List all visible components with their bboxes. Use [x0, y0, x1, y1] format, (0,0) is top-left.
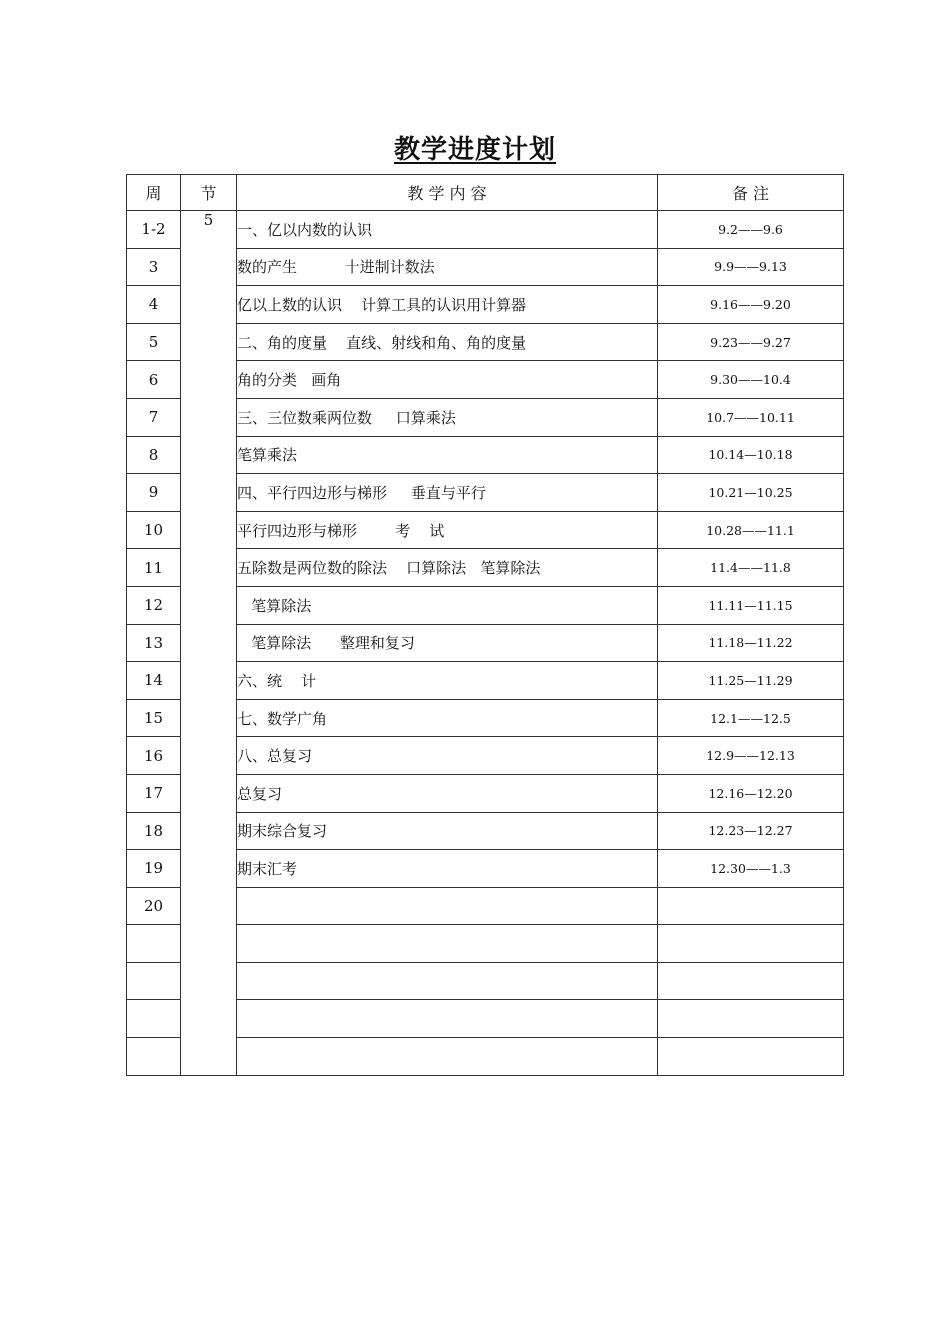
week-cell: 16 [127, 737, 181, 775]
note-cell: 12.9——12.13 [658, 737, 844, 775]
note-cell [658, 887, 844, 925]
table-row [127, 211, 844, 249]
note-cell: 12.16—12.20 [658, 774, 844, 812]
content-cell: 笔算乘法 [237, 436, 658, 474]
note-cell: 10.14—10.18 [658, 436, 844, 474]
note-cell: 11.25—11.29 [658, 662, 844, 700]
week-cell: 12 [127, 586, 181, 624]
note-cell: 12.23—12.27 [658, 812, 844, 850]
note-cell: 12.1——12.5 [658, 699, 844, 737]
content-cell [237, 887, 658, 925]
week-cell: 6 [127, 361, 181, 399]
note-cell [658, 925, 844, 963]
content-cell: 四、平行四边形与梯形 垂直与平行 [237, 474, 658, 512]
note-cell: 10.7——10.11 [658, 398, 844, 436]
content-cell: 平行四边形与梯形 考 试 [237, 511, 658, 549]
week-cell: 5 [127, 323, 181, 361]
note-cell: 12.30——1.3 [658, 850, 844, 888]
week-cell: 3 [127, 248, 181, 286]
table-header-row [127, 175, 844, 211]
content-cell [237, 925, 658, 963]
note-cell: 9.2——9.6 [658, 211, 844, 249]
content-cell: 角的分类 画角 [237, 361, 658, 399]
week-cell [127, 1000, 181, 1038]
section-cell: 5 [181, 211, 237, 1076]
note-cell: 9.9——9.13 [658, 248, 844, 286]
content-cell: 八、总复习 [237, 737, 658, 775]
note-cell [658, 1038, 844, 1076]
content-cell: 笔算除法 [237, 586, 658, 624]
note-cell: 10.28——11.1 [658, 511, 844, 549]
note-cell: 11.11—11.15 [658, 586, 844, 624]
week-cell: 1-2 [127, 211, 181, 249]
content-cell: 六、统 计 [237, 662, 658, 700]
week-cell [127, 1038, 181, 1076]
teaching-schedule-table [126, 174, 844, 1076]
content-cell [237, 1000, 658, 1038]
week-cell: 19 [127, 850, 181, 888]
note-cell: 9.30——10.4 [658, 361, 844, 399]
header-section: 节 [181, 175, 237, 211]
week-cell: 20 [127, 887, 181, 925]
page-title-text: 教学进度计划 [393, 135, 556, 165]
note-cell: 9.16——9.20 [658, 286, 844, 324]
content-cell [237, 962, 658, 1000]
table-body [127, 211, 844, 1076]
header-note: 备 注 [658, 175, 844, 211]
header-content: 教 学 内 容 [237, 175, 658, 211]
week-cell [127, 925, 181, 963]
content-cell: 期末综合复习 [237, 812, 658, 850]
week-cell: 7 [127, 398, 181, 436]
content-cell: 七、数学广角 [237, 699, 658, 737]
note-cell [658, 962, 844, 1000]
note-cell [658, 1000, 844, 1038]
week-cell [127, 962, 181, 1000]
week-cell: 18 [127, 812, 181, 850]
content-cell: 五除数是两位数的除法 口算除法 笔算除法 [237, 549, 658, 587]
note-cell: 9.23——9.27 [658, 323, 844, 361]
week-cell: 17 [127, 774, 181, 812]
content-cell: 期末汇考 [237, 850, 658, 888]
page-title [0, 130, 950, 170]
note-cell: 10.21—10.25 [658, 474, 844, 512]
week-cell: 11 [127, 549, 181, 587]
content-cell: 数的产生 十进制计数法 [237, 248, 658, 286]
content-cell [237, 1038, 658, 1076]
header-week: 周 [127, 175, 181, 211]
week-cell: 8 [127, 436, 181, 474]
content-cell: 亿以上数的认识 计算工具的认识用计算器 [237, 286, 658, 324]
week-cell: 10 [127, 511, 181, 549]
content-cell: 三、三位数乘两位数 口算乘法 [237, 398, 658, 436]
week-cell: 9 [127, 474, 181, 512]
content-cell: 二、角的度量 直线、射线和角、角的度量 [237, 323, 658, 361]
week-cell: 4 [127, 286, 181, 324]
week-cell: 15 [127, 699, 181, 737]
week-cell: 13 [127, 624, 181, 662]
week-cell: 14 [127, 662, 181, 700]
content-cell: 笔算除法 整理和复习 [237, 624, 658, 662]
content-cell: 一、亿以内数的认识 [237, 211, 658, 249]
note-cell: 11.18—11.22 [658, 624, 844, 662]
note-cell: 11.4——11.8 [658, 549, 844, 587]
content-cell: 总复习 [237, 774, 658, 812]
